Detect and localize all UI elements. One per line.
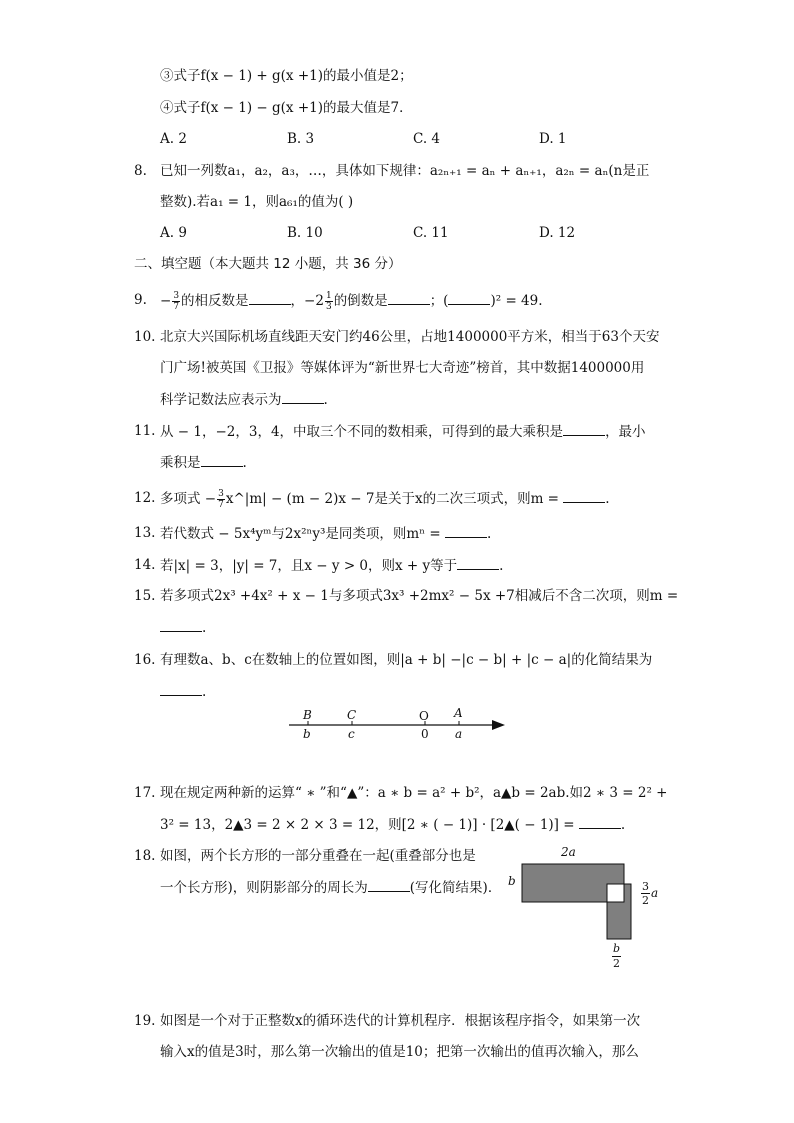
- q12-answer-blank: [563, 488, 605, 503]
- q7-option-d: D. 1: [539, 131, 567, 147]
- q10-line-2: 门广场!被英国《卫报》等媒体评为“新世界七大奇迹”榜首，其中数据1400000用: [160, 360, 645, 376]
- q7-statement-4: ④式子f(x − 1) − g(x +1)的最大值是7．: [160, 100, 413, 116]
- q11-number: 11.: [134, 423, 156, 439]
- q7-option-b: B. 3: [287, 131, 315, 147]
- label-2a: 2a: [561, 845, 576, 859]
- q16-line-2: .: [160, 681, 206, 702]
- q12-number: 12.: [134, 490, 156, 506]
- number-line-figure: [285, 700, 515, 750]
- axis-label-C: C: [347, 708, 357, 722]
- q8-option-d: D. 12: [539, 225, 576, 241]
- q13-number: 13.: [134, 525, 156, 541]
- q13-answer-blank: [445, 523, 487, 538]
- q8-option-c: C. 11: [413, 225, 449, 241]
- q9-answer-blank-2: [388, 290, 430, 305]
- q18-line-1: 如图，两个长方形的一部分重叠在一起(重叠部分也是: [160, 848, 476, 864]
- q10-number: 10.: [134, 329, 156, 345]
- q15-answer-blank: [160, 617, 202, 632]
- section-heading: 二、填空题（本大题共 12 小题，共 36 分）: [134, 256, 402, 272]
- q11-answer-blank-1: [563, 421, 605, 436]
- q9-text: − $\frac{3}{7}$ 的相反数是 ，−2 $\frac{1}{3}$ 的倒数是 ；( )² = 49.: [160, 291, 543, 312]
- q18-answer-blank: [368, 877, 410, 892]
- q11-line-1: 从 − 1，−2，3，4，中取三个不同的数相乘，可得到的最大乘积是 ，最小: [160, 421, 646, 442]
- q9-fraction-1: $\frac{3}{7}$: [173, 291, 180, 312]
- q9-fraction-2: $\frac{1}{3}$: [325, 291, 332, 312]
- q10-line-1: 北京大兴国际机场直线距天安门约46公里，占地1400000平方米，相当于63个天安: [160, 329, 660, 345]
- q7-statement-3: ③式子f(x − 1) + g(x +1)的最小值是2；: [160, 68, 413, 84]
- q17-line-2: 3² = 13，2▲3 = 2 × 2 × 3 = 12，则[2 ∗ ( − 1)] · [2▲( − 1)] = .: [160, 814, 625, 835]
- q14-number: 14.: [134, 557, 156, 573]
- q7-option-a: A. 2: [160, 131, 187, 147]
- axis-label-B: B: [303, 708, 312, 722]
- q8-option-b: B. 10: [287, 225, 323, 241]
- q18-line-2: 一个长方形)，则阴影部分的周长为 (写化简结果)．: [160, 877, 501, 898]
- axis-value-a: a: [455, 727, 463, 741]
- label-three-halves-a: $\frac{3}{2}$ a: [642, 880, 659, 907]
- q19-line-1: 如图是一个对于正整数x的循环迭代的计算机程序．根据该程序指令，如果第一次: [160, 1013, 641, 1029]
- q18-number: 18.: [134, 848, 156, 864]
- q12-text: 多项式 − $\frac{3}{7}$ x^|m| − (m − 2)x − 7是关于x的二次三项式，则m = .: [160, 489, 610, 510]
- q19-line-2: 输入x的值是3时，那么第一次输出的值是10；把第一次输出的值再次输入，那么: [160, 1044, 639, 1060]
- overlap-region: [607, 884, 624, 902]
- axis-label-A: A: [454, 706, 463, 720]
- label-b: b: [508, 874, 516, 888]
- q16-number: 16.: [134, 652, 156, 668]
- q16-line-1: 有理数a、b、c在数轴上的位置如图，则|a + b| −|c − b| + |c − a|的化简结果为: [160, 652, 653, 668]
- q17-number: 17.: [134, 785, 156, 801]
- q16-answer-blank: [160, 681, 202, 696]
- q14-answer-blank: [457, 555, 499, 570]
- q12-fraction: $\frac{3}{7}$: [218, 489, 224, 510]
- axis-value-c: c: [348, 727, 355, 741]
- q14-text: 若|x| = 3，|y| = 7，且x − y > 0，则x + y等于 .: [160, 555, 503, 576]
- q7-option-c: C. 4: [413, 131, 441, 147]
- q17-answer-blank: [579, 814, 621, 829]
- q10-answer-blank: [282, 389, 324, 404]
- q15-line-1: 若多项式2x³ +4x² + x − 1与多项式3x³ +2mx² − 5x +7相减后不含二次项，则m =: [160, 588, 679, 604]
- q15-number: 15.: [134, 588, 156, 604]
- q13-text: 若代数式 − 5x⁴yᵐ与2x²ⁿy³是同类项，则mⁿ = .: [160, 523, 491, 544]
- arrow-right-icon: [492, 720, 505, 730]
- q9-answer-blank-3: [448, 290, 490, 305]
- q9-number: 9.: [134, 292, 147, 308]
- axis-value-0: 0: [421, 727, 429, 741]
- q10-line-3: 科学记数法应表示为 .: [160, 389, 328, 410]
- q8-number: 8.: [134, 163, 147, 179]
- q8-line-2: 整数).若a₁ = 1，则a₆₁的值为( ): [160, 194, 354, 210]
- q8-option-a: A. 9: [160, 225, 187, 241]
- q19-number: 19.: [134, 1013, 156, 1029]
- q9-answer-blank-1: [249, 290, 291, 305]
- q11-line-2: 乘积是 .: [160, 452, 247, 473]
- axis-value-b: b: [303, 727, 311, 741]
- q17-line-1: 现在规定两种新的运算“ ∗ ”和“▲”：a ∗ b = a² + b²，a▲b = 2ab.如2 ∗ 3 = 2² +: [160, 785, 668, 801]
- q15-line-2: .: [160, 617, 206, 638]
- label-b-halves: $\frac{b}{2}$: [613, 942, 621, 970]
- q8-line-1: 已知一列数a₁，a₂，a₃，…，具体如下规律：a₂ₙ₊₁ = aₙ + aₙ₊₁，a₂ₙ = aₙ(n是正: [160, 163, 650, 179]
- q11-answer-blank-2: [201, 452, 243, 467]
- q9-minus: −: [160, 293, 172, 309]
- axis-label-O: O: [419, 709, 429, 723]
- overlapping-rectangles-figure: [520, 862, 635, 942]
